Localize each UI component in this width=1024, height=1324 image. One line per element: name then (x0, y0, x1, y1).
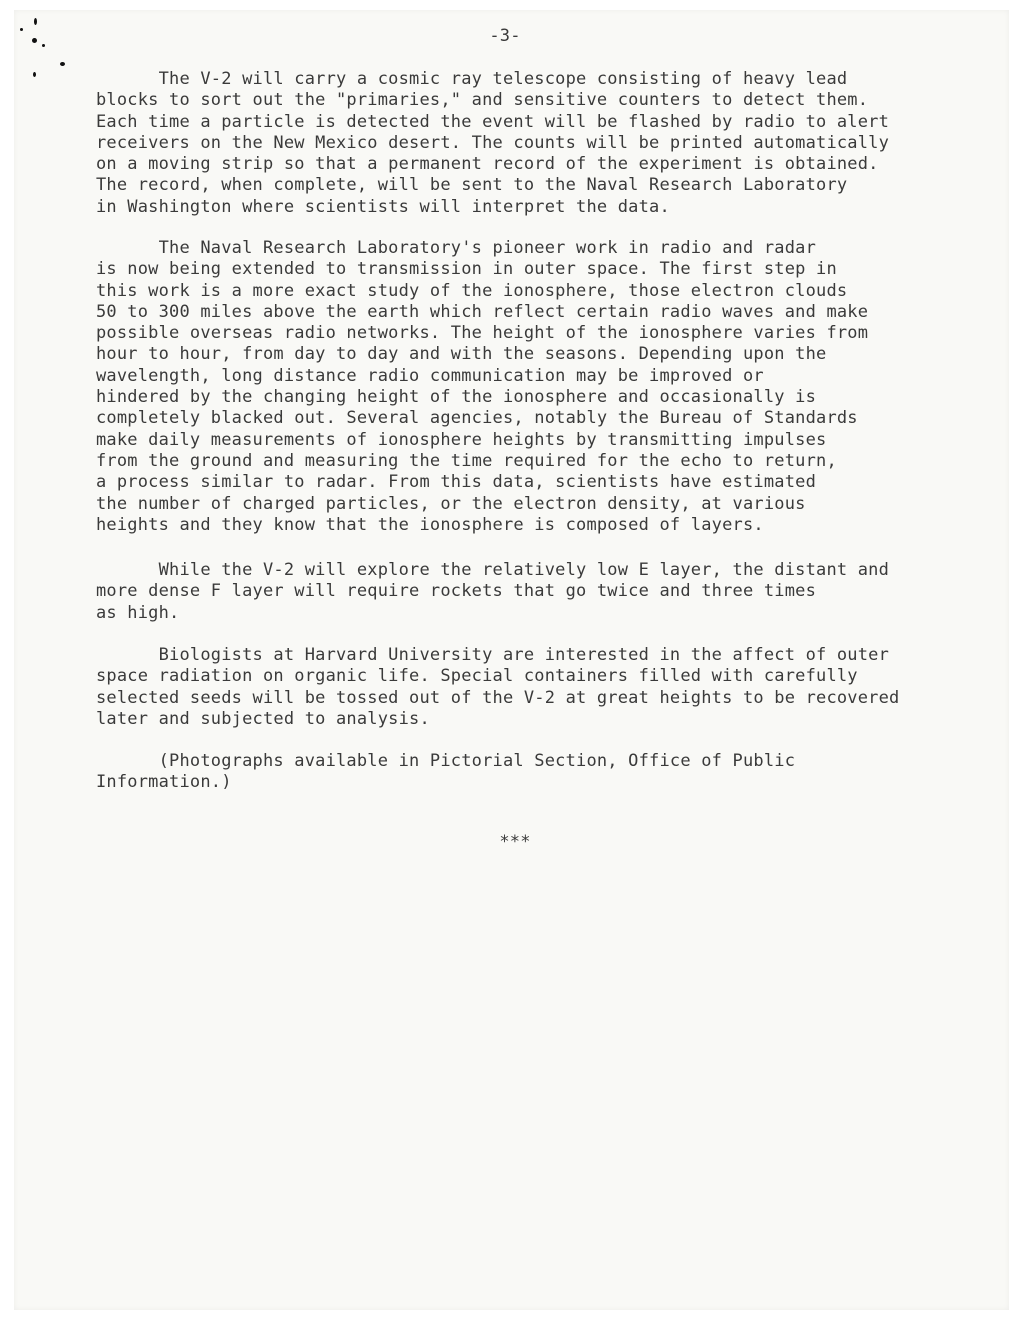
text-line: Each time a particle is detected the event will be flashed by radio to alert (96, 111, 890, 132)
text-line: make daily measurements of ionosphere heights by transmitting impulses (96, 429, 827, 450)
ink-speck (20, 28, 23, 31)
paragraph-ionosphere-research (96, 238, 868, 536)
text-line: this work is a more exact study of the ionosphere, those electron clouds (96, 280, 848, 301)
text-line: Information.) (96, 772, 232, 793)
text-line: The Naval Research Laboratory's pioneer work in radio and radar (96, 238, 817, 258)
text-line: heights and they know that the ionosphere is composed of layers. (96, 514, 764, 535)
text-line: possible overseas radio networks. The height of the ionosphere varies from (96, 323, 869, 344)
text-line: completely blacked out. Several agencies, notably the Bureau of Standards (96, 408, 858, 429)
ink-speck (33, 72, 36, 77)
text-line: wavelength, long distance radio communication may be improved or (96, 365, 764, 386)
paragraph-biology-seeds (96, 645, 899, 730)
text-line: The V-2 will carry a cosmic ray telescope consisting of heavy lead (96, 69, 848, 89)
end-mark: *** (499, 832, 531, 852)
paragraph-photographs-note (96, 751, 795, 794)
paragraph-cosmic-ray-telescope (96, 69, 889, 218)
page-number: -3- (489, 26, 521, 46)
text-line: receivers on the New Mexico desert. The counts will be printed automatically (96, 132, 890, 153)
ink-speck (42, 44, 45, 47)
text-line: on a moving strip so that a permanent record of the experiment is obtained. (96, 154, 879, 175)
ink-speck (60, 62, 65, 66)
text-line: selected seeds will be tossed out of the V-2 at great heights to be recovered (96, 687, 900, 708)
text-line: The record, when complete, will be sent to the Naval Research Laboratory (96, 175, 848, 196)
text-line: a process similar to radar. From this data, scientists have estimated (96, 472, 817, 493)
ink-speck (34, 18, 37, 25)
text-line: 50 to 300 miles above the earth which reflect certain radio waves and make (96, 301, 869, 322)
ink-speck (32, 38, 37, 43)
text-line: hindered by the changing height of the ionosphere and occasionally is (96, 387, 817, 408)
text-line: the number of charged particles, or the electron density, at various (96, 493, 806, 514)
text-line: as high. (96, 602, 180, 623)
text-line: is now being extended to transmission in outer space. The first step in (96, 259, 837, 280)
paragraph-layers (96, 560, 889, 624)
text-line: later and subjected to analysis. (96, 708, 430, 729)
text-line: (Photographs available in Pictorial Section, Office of Public (96, 751, 796, 771)
text-line: hour to hour, from day to day and with the seasons. Depending upon the (96, 344, 827, 365)
text-line: from the ground and measuring the time required for the echo to return, (96, 450, 837, 471)
text-line: While the V-2 will explore the relatively low E layer, the distant and (96, 560, 890, 580)
text-line: in Washington where scientists will interpret the data. (96, 196, 670, 217)
text-line: blocks to sort out the "primaries," and sensitive counters to detect them. (96, 90, 869, 111)
text-line: more dense F layer will require rockets that go twice and three times (96, 581, 817, 602)
text-line: space radiation on organic life. Special containers filled with carefully (96, 666, 858, 687)
text-line: Biologists at Harvard University are interested in the affect of outer (96, 645, 890, 665)
